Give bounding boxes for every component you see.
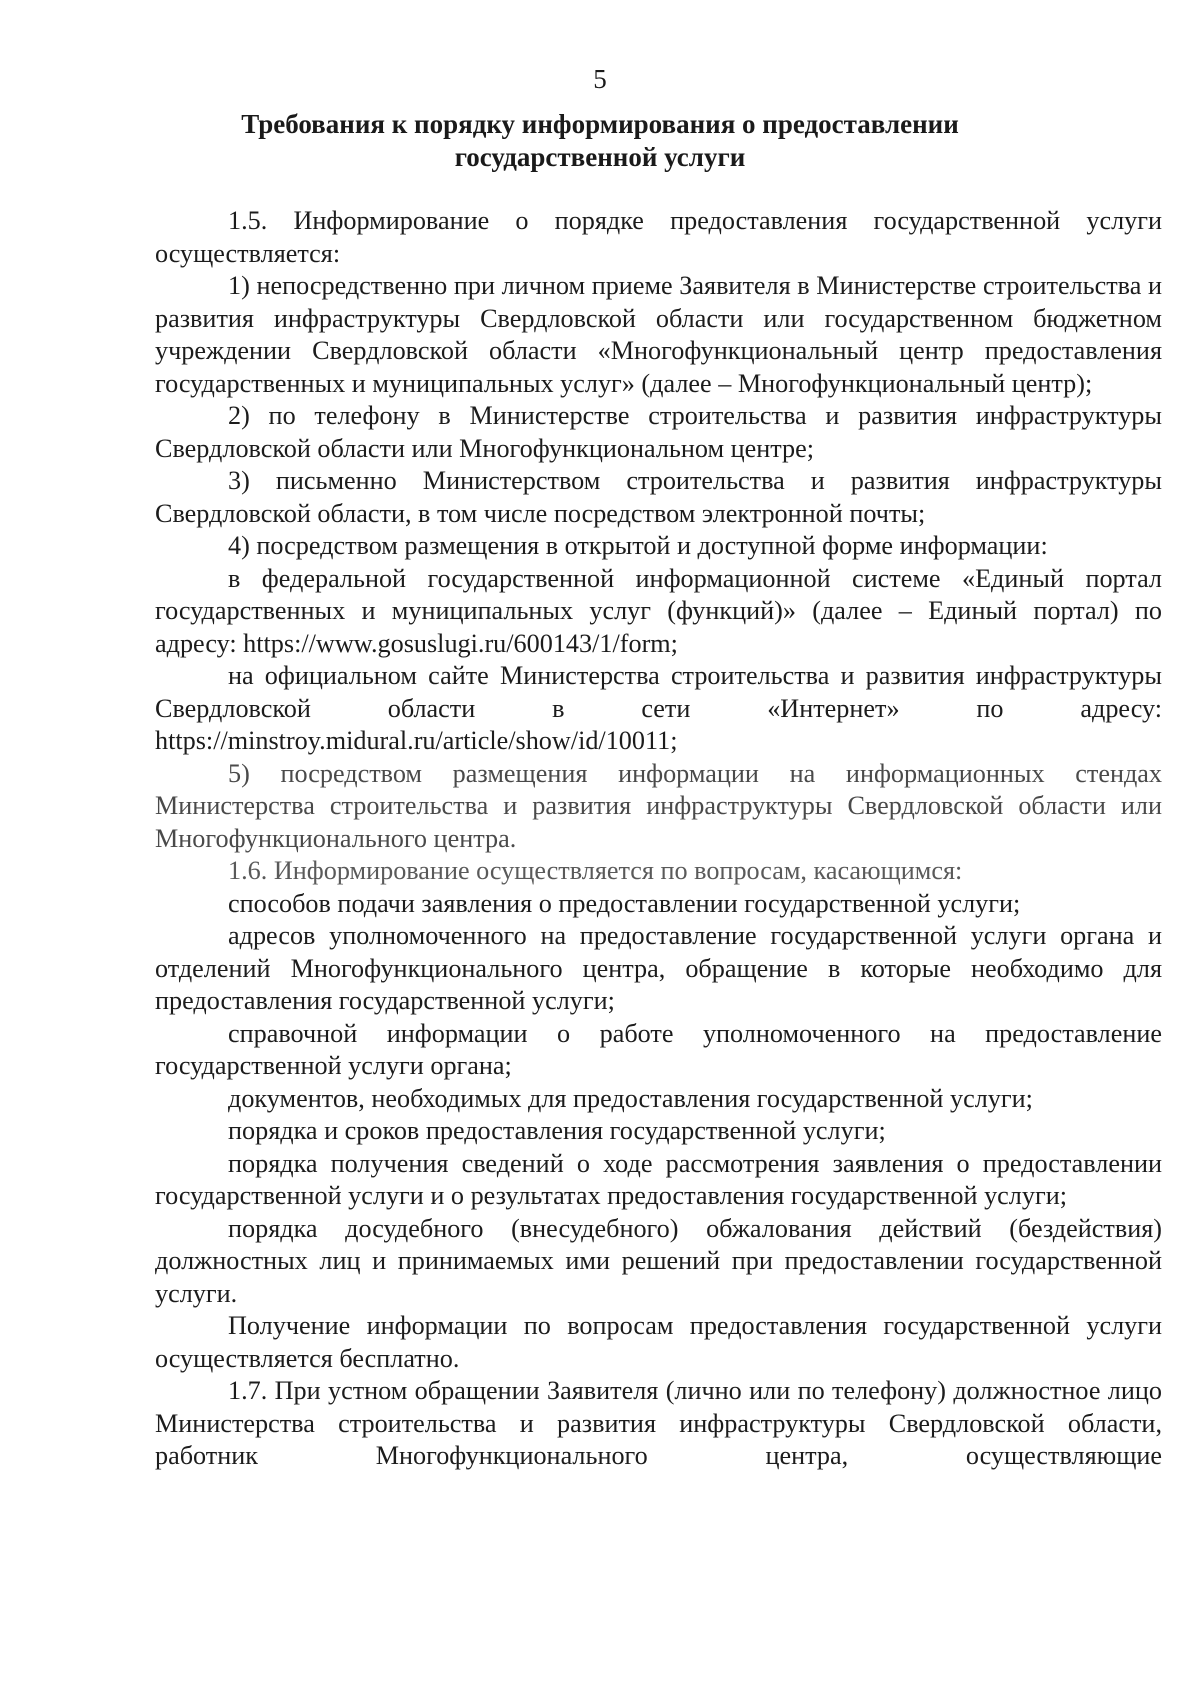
paragraph-item-4-portal: в федеральной государственной информационной системе «Единый портал государственных и муниципальных услуг (функций)» (далее – Единый портал) по адресу: https://www.gosuslugi.ru/600143/1/form; <box>155 563 1162 658</box>
document-body <box>155 205 1162 1473</box>
page-number: 5 <box>593 64 607 94</box>
paragraph-item-1: 1) непосредственно при личном приеме Заявителя в Министерстве строительства и развития инфраструктуры Свердловской области или государственном бюджетном учреждении Свердловской области «Многофункциональный центр предоставления государственных и муниципальных услуг» (далее – Многофункциональный центр); <box>155 271 1162 398</box>
paragraph-topic-6: порядка получения сведений о ходе рассмотрения заявления о предоставлении государственной услуги и о результатах предоставления государственной услуги; <box>155 1148 1162 1210</box>
section-title-line-2: государственной услуги <box>454 142 746 172</box>
paragraph-item-3: 3) письменно Министерством строительства и развития инфраструктуры Свердловской области, в том числе посредством электронной почты; <box>155 466 1162 528</box>
paragraph-1-6: 1.6. Информирование осуществляется по вопросам, касающимся: <box>228 856 963 885</box>
paragraph-item-2: 2) по телефону в Министерстве строительства и развития инфраструктуры Свердловской области или Многофункциональном центре; <box>155 401 1162 463</box>
section-title-line-1: Требования к порядку информирования о предоставлении <box>241 109 959 139</box>
paragraph-topic-5: порядка и сроков предоставления государственной услуги; <box>228 1116 886 1145</box>
paragraph-1-5: 1.5. Информирование о порядке предоставления государственной услуги осуществляется: <box>155 206 1162 268</box>
paragraph-topic-4: документов, необходимых для предоставления государственной услуги; <box>228 1083 1033 1113</box>
paragraph-item-5: 5) посредством размещения информации на информационных стендах Министерства строительства и развития инфраструктуры Свердловской области или Многофункционального центра. <box>155 758 1162 853</box>
section-title <box>200 108 1000 174</box>
paragraph-1-7: 1.7. При устном обращении Заявителя (лично или по телефону) должностное лицо Министерства строительства и развития инфраструктуры Свердловской области, работник Многофункционального центра, осуществляющие <box>155 1376 1162 1470</box>
paragraph-item-4-website: на официальном сайте Министерства строительства и развития инфраструктуры Свердловской области в сети «Интернет» по адресу: https://minstroy.midural.ru/article/show/id/10011; <box>155 661 1162 755</box>
paragraph-item-4: 4) посредством размещения в открытой и доступной форме информации: <box>228 531 1048 560</box>
paragraph-topic-3: справочной информации о работе уполномоченного на предоставление государственной услуги органа; <box>155 1018 1162 1080</box>
paragraph-topic-1: способов подачи заявления о предоставлении государственной услуги; <box>228 888 1021 918</box>
paragraph-free-of-charge: Получение информации по вопросам предоставления государственной услуги осуществляется бесплатно. <box>155 1311 1162 1373</box>
paragraph-topic-7: порядка досудебного (внесудебного) обжалования действий (бездействия) должностных лиц и принимаемых ими решений при предоставлении государственной услуги. <box>155 1213 1162 1308</box>
paragraph-topic-2: адресов уполномоченного на предоставление государственной услуги органа и отделений Многофункционального центра, обращение в которые необходимо для предоставления государственной услуги; <box>155 921 1162 1015</box>
